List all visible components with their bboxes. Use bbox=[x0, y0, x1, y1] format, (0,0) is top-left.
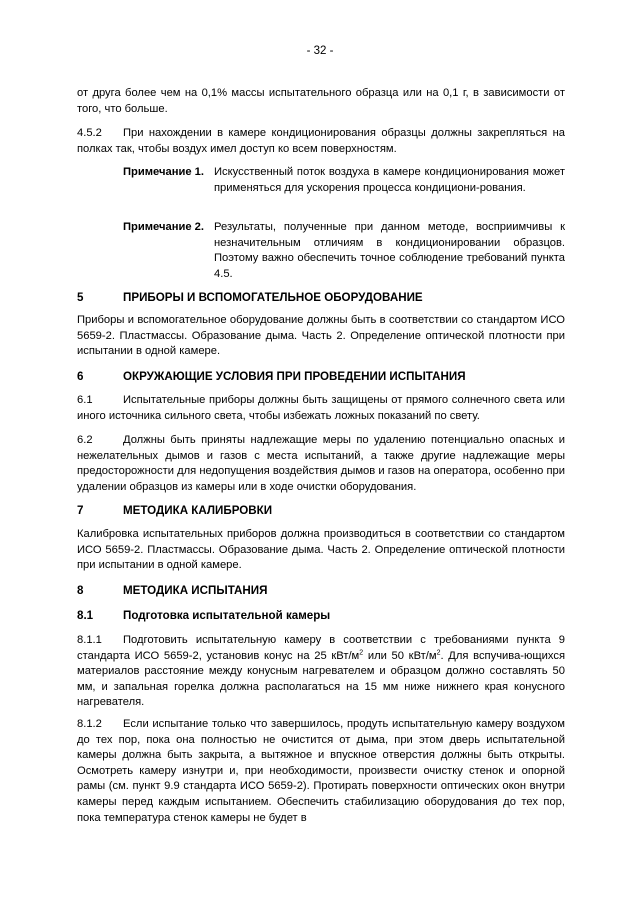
page-number: - 32 - bbox=[306, 45, 334, 57]
paragraph-8-1-2 bbox=[77, 717, 565, 826]
section-number: 8.1 bbox=[77, 609, 94, 622]
subsection-heading-8-1 bbox=[77, 608, 565, 624]
note-label: Примечание 2. bbox=[123, 221, 204, 233]
clause-number: 8.1.2 bbox=[77, 718, 102, 730]
section-title: Подготовка испытательной камеры bbox=[123, 609, 331, 622]
section-heading-8 bbox=[77, 583, 565, 599]
paragraph-intro: от друга более чем на 0,1% массы испытательного образца или на 0,1 г, в зависимости от того, что больше. bbox=[77, 87, 565, 115]
section-heading-7 bbox=[77, 503, 565, 519]
section-number: 7 bbox=[77, 504, 84, 517]
section-title: МЕТОДИКА КАЛИБРОВКИ bbox=[123, 504, 273, 517]
section-title: ОКРУЖАЮЩИЕ УСЛОВИЯ ПРИ ПРОВЕДЕНИИ ИСПЫТАНИЯ bbox=[123, 370, 466, 383]
superscript: 2 bbox=[359, 648, 364, 656]
section-number: 5 bbox=[77, 291, 84, 304]
paragraph-5: Приборы и вспомогательное оборудование должны быть в соответствии со стандартом ИСО 5659-2. Пластмассы. Образование дыма. Часть 2. Определение оптической плотности при испытании в одной камере. bbox=[77, 314, 565, 358]
clause-number: 6.1 bbox=[77, 394, 93, 406]
section-heading-5 bbox=[77, 290, 565, 306]
note-1 bbox=[123, 165, 565, 196]
clause-number: 6.2 bbox=[77, 434, 93, 446]
paragraph-7: Калибровка испытательных приборов должна производиться в соответствии со стандартом ИСО 5659-2. Пластмассы. Образование дыма. Часть 2. Определение оптической плотности при испытании в одной камере. bbox=[77, 528, 565, 572]
section-title: МЕТОДИКА ИСПЫТАНИЯ bbox=[123, 584, 268, 597]
paragraph-8-1-1 bbox=[77, 633, 565, 711]
clause-text: Если испытание только что завершилось, продуть испытательную камеру воздухом до тех пор, пока она полностью не очистится от дыма, при этом дверь испытательной камеры должна быть закрыта, а вытяжное и впускное отверстия должны быть открыты. Осмотреть камеру изнутри и, при необходимости, произвести очистку стенок и опорной рамы (см. пункт 9.9 стандарта ИСО 5659-2). Протирать поверхности оптических окон внутри камеры перед каждым испытанием. Обеспечить стабилизацию оборудования до тех пор, пока температура стенок камеры не будет в bbox=[77, 718, 565, 824]
clause-number: 8.1.1 bbox=[77, 634, 102, 646]
clause-text-b: или 50 кВт/м bbox=[363, 649, 437, 662]
note-text: Результаты, полученные при данном методе, восприимчивы к незначительным отличиям в кондиционировании образцов. Поэтому важно обеспечить точное соблюдение требований пункта 4.5. bbox=[214, 221, 565, 280]
paragraph-4-5-2 bbox=[77, 126, 565, 157]
paragraph-6-1 bbox=[77, 393, 565, 424]
section-number: 6 bbox=[77, 370, 84, 383]
clause-text: При нахождении в камере кондиционирования образцы должны закрепляться на полках так, чтобы воздух имел доступ ко всем поверхностям. bbox=[77, 127, 565, 155]
section-number: 8 bbox=[77, 584, 84, 597]
note-label: Примечание 1. bbox=[123, 166, 204, 178]
clause-text-a: Подготовить испытательную камеру в соответствии с требованиями пункта 9 стандарта ИСО 5659-2, установив конус на 25 кВт/м bbox=[77, 634, 565, 662]
clause-text-c: . Для вспучива-ющихся материалов расстояние между конусным нагревателем и образцом должно составлять 50 мм, и запальная горелка должна располагаться на 15 мм ниже нижнего края конусного нагревателя. bbox=[77, 649, 565, 709]
clause-text: Должны быть приняты надлежащие меры по удалению потенциально опасных и нежелательных дымов и газов с места испытаний, а также другие надлежащие меры предосторожности для недопущения воздействия дымов и газов на оператора, особенно при удалении образцов из камеры или в ходе очистки оборудования. bbox=[77, 434, 565, 493]
superscript: 2 bbox=[436, 648, 441, 656]
section-title: ПРИБОРЫ И ВСПОМОГАТЕЛЬНОЕ ОБОРУДОВАНИЕ bbox=[123, 291, 423, 304]
clause-number: 4.5.2 bbox=[77, 127, 102, 139]
clause-text: Испытательные приборы должны быть защищены от прямого солнечного света или иного источника сильного света, чтобы избежать ложных показаний по свету. bbox=[77, 394, 565, 422]
note-2 bbox=[123, 220, 565, 282]
paragraph-6-2 bbox=[77, 433, 565, 495]
note-text: Искусственный поток воздуха в камере кондиционирования может применяться для ускорения процесса кондициони-рования. bbox=[214, 166, 565, 194]
section-heading-6 bbox=[77, 369, 565, 385]
